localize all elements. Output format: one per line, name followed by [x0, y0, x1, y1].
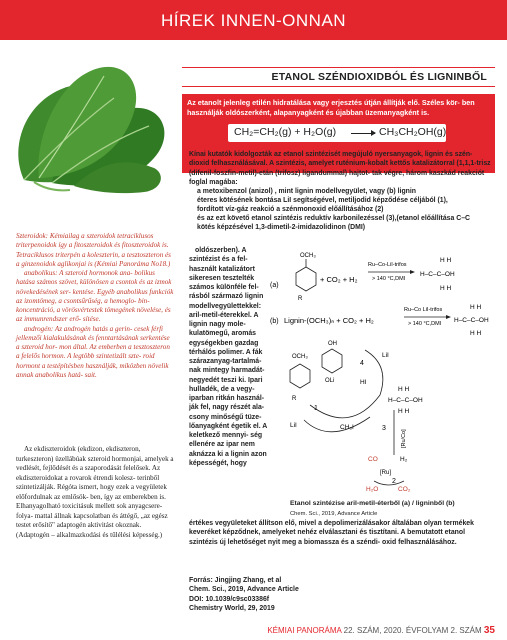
svg-text:H–C–C–OH: H–C–C–OH [420, 271, 455, 278]
step-line: a metoxibenzol (anizol) , mint lignin modellvegyület, vagy (b) lignin [197, 188, 416, 195]
cycle-arc [310, 350, 383, 418]
section-title: HÍREK INNEN-ONNAN [160, 11, 347, 30]
article-conclusion: értékes vegyületeket állítson elő, mivel a depolimerizálásakor általában olyan termékek keveréket képződnek, amelyeket nehéz elválasztani és tisztítani. A bemutatott etanol szintézis új lehetőséget nyit meg a biomassza és a széndi- oxid felhasználásához. [189, 520, 474, 546]
reaction-arrow [351, 133, 375, 134]
r-cycle-label: R [292, 396, 297, 402]
step-line: éteres kötésének bontása LiI segítségével, metiljodid képződése céljából (1), [197, 197, 448, 204]
co2-label: CO₂ [398, 486, 411, 493]
conditions-a: Ru–Co-LiI-trifos [368, 262, 407, 268]
step-line: kötés képzésével 1,3-dimetil-2-imidazolidinon (DMI) [197, 224, 366, 231]
sidebar-definition: anabolikus: A szteroid hormonok ana- bolikus hatása számos szövet, különösen a csontok és az izmok növekedésének ser- kentése. Egyéb anabolikus funkciók az izomtömeg, a csontsűrűség, a hemoglo- bin-koncentráció, a vörösvértestek tömegének növelése, és az immunrendszer erő- sítése. [16, 269, 174, 324]
cycle-arc-2 [304, 417, 370, 432]
sidebar-body [16, 445, 174, 540]
svg-text:H H: H H [440, 257, 452, 264]
equation-box [228, 124, 446, 142]
article-source [189, 576, 389, 613]
conditions-temp-a: > 140 °C,DMI [372, 276, 406, 282]
source-line: Forrás: Jingjing Zhang, et al [189, 577, 282, 584]
conditions-b: Ru–Co LiI-trifos [404, 307, 443, 313]
anisole-structure [296, 259, 316, 291]
article-left-column [189, 246, 269, 468]
step-4: 4 [360, 360, 364, 367]
anisole-cycle-structure [290, 364, 310, 388]
och3-label: OCH₃ [300, 253, 316, 259]
ethanol-structure-a [420, 257, 455, 292]
article-intro: Kínai kutatók kidolgozták az etanol szintézisét megújuló nyersanyagok, lignin és szén-dioxid felhasználásával. A szintézis, amelyet ruténium-kobalt kettős katalizátorral (1,1,1-trisz (difenil-foszfin-metil)-etán (trifosz) ligandummal) hajtot- tak végre, három kaszkád reakciót foglal magába: [189, 151, 491, 186]
page-footer [267, 625, 495, 636]
issue-info: 22. SZÁM, 2020. ÉVFOLYAM 2. SZÁM [343, 626, 482, 635]
sidebar-definition: Szteroidok: Kémiailag a szteroidok tetraciklusos triterpenoidok így a fitoszteroidok és fitoszteroidok is. Tetraciklusos triterpén a koleszterin, a tesztoszteron és a ginzenoidok aglikonjai is (Kémiai Panoráma No18.) [16, 232, 171, 268]
co-label: CO [368, 456, 378, 463]
source-line: Chem. Sci., 2019, Advance Article [189, 586, 299, 594]
article-paragraph: oldószerben). A szintézist és a fel- használt katalizátort sikeresen tesztelték számos különféle fel- rásból származó lignin modellvegyülettekkel: aril-metil-éterekkel. A lignin nagy mole- kulatömegű, aromás egységekben gazdag térhálós polimer. A fák szárazanyag-tartalmá- nak mintegy harmadát- negyedét teszi ki. Ipari hulladék, de a vegy- iparban ritkán használ- ják fel, nagy részét ala- csony minőségű tüze- lőanyagként égetik el. A keletkező mennyi- ség ellenére az ipar nem aknázza ki a lignin azon képességét, hogy [189, 247, 267, 467]
sidebar-paragraph: Az ekdiszteroidok (ekdizon, ekdiszteron, turkeszteron) üzellábúak szteroid hormonjai, amelyek a vedlését, fejlődését és a szaporodását felelősek. Az ekdiszteroidokat a rovarok étrendi kolesz- terinből szintetizálják. Régóta ismert, hogy ezek a vegyületek előfordulnak az emlősök- ben, így az emberekben is. Elhanyagolható toxicitásuk mellett sok anyagcsere-folya- mattal állnak kapcsolatban és áttégő, „az egész testet erősítő" adaptogén aktivitást okoznak. (Adaptogén – alkalmazkodási és tűlélési képesség.) [16, 445, 174, 539]
scheme-label-b: (b) [270, 318, 279, 325]
svg-text:H H: H H [470, 330, 482, 337]
ethanol-cycle-label: H H [398, 386, 410, 393]
page-number: 35 [483, 625, 495, 636]
step-3: 3 [382, 425, 386, 432]
scheme-reactant-b: Lignin-(OCH₃)ₙ + CO₂ + H₂ [284, 316, 374, 325]
svg-text:H–C–C–OH: H–C–C–OH [454, 317, 489, 324]
ethanol-structure-b [454, 304, 489, 337]
r-label: R [298, 296, 303, 302]
source-line: DOI: 10.1039/c9sc03386f [189, 595, 270, 603]
ch3i-label: CH₃I [340, 424, 354, 431]
step-2: 2 [392, 478, 396, 485]
wgs-arc [374, 481, 404, 485]
article-lead: Az etanolt jelenleg etilén hidratálása vagy erjesztés útján állítják elő. Széles kör- ben használják oldószerként, alapanyagként és újabban üzemanyagként is. [187, 98, 475, 117]
section-header [0, 0, 507, 40]
scheme-caption: Etanol szintézise aril-metil-éterből (a) / ligninből (b) [290, 500, 455, 507]
lii-label: LiI [382, 352, 389, 359]
svg-text:H H: H H [470, 304, 482, 311]
phenol-structure [322, 349, 342, 373]
article-title-box [182, 67, 495, 87]
oh-label: OH [328, 341, 337, 347]
equation-reactants: CH₂=CH₂(g) + H₂O(g) [234, 126, 337, 138]
lii-label-2: LiI [290, 422, 297, 429]
conditions-temp-b: > 140 °C,DMI [408, 321, 442, 327]
scheme-source: Chem. Sci., 2019, Advance Article [290, 511, 378, 517]
ru-label: [Ru] [380, 470, 392, 476]
ethanol-cycle-h: H H [398, 408, 410, 415]
h2-label: H₂ [400, 456, 408, 463]
step-line: és az ezt követő etanol szintézis reduktív karbonilezéssel (3),(etanol előállítása C–C [197, 215, 471, 222]
source-line: Chemistry World, 29, 2019 [189, 604, 275, 612]
sidebar-definition: androgén: Az androgén hatás a gerin- cesek férfi jellemzői kialakulásának és fenntartásának serkentése a szteroid hor- mon által. Az emberben a tesztoszteron a felelős hormon. A legtöbb szintetizált szte- roid hormont a testépítésben használják, miközben növelik annak anabolikus hatá- sait. [16, 324, 170, 379]
scheme-reactants-a: + CO₂ + H₂ [320, 275, 358, 284]
step-1: 1 [314, 405, 318, 412]
hi-label: HI [360, 379, 367, 386]
scheme-label-a: (a) [270, 282, 279, 289]
ethanol-cycle-formula: H–C–C–OH [388, 397, 423, 404]
cocat-label: [Ru/Co] [401, 429, 407, 448]
equation-product: CH₃CH₂OH(g) [379, 126, 447, 138]
h2o-label: H₂O [366, 486, 379, 493]
spinach-image [4, 58, 174, 198]
article-title: ETANOL SZÉNDIOXIDBÓL ÉS LIGNINBŐL [271, 71, 487, 83]
oli-label: OLi [325, 378, 335, 384]
step-line: fordított víz-gáz reakció a szénmonoxid előállításához (2) [197, 206, 384, 213]
och3-cycle-label: OCH₃ [292, 354, 308, 360]
reaction-scheme [270, 245, 500, 500]
magazine-name: KÉMIAI PANORÁMA [267, 626, 342, 635]
sidebar-definitions [16, 232, 174, 380]
svg-text:H H: H H [440, 285, 452, 292]
